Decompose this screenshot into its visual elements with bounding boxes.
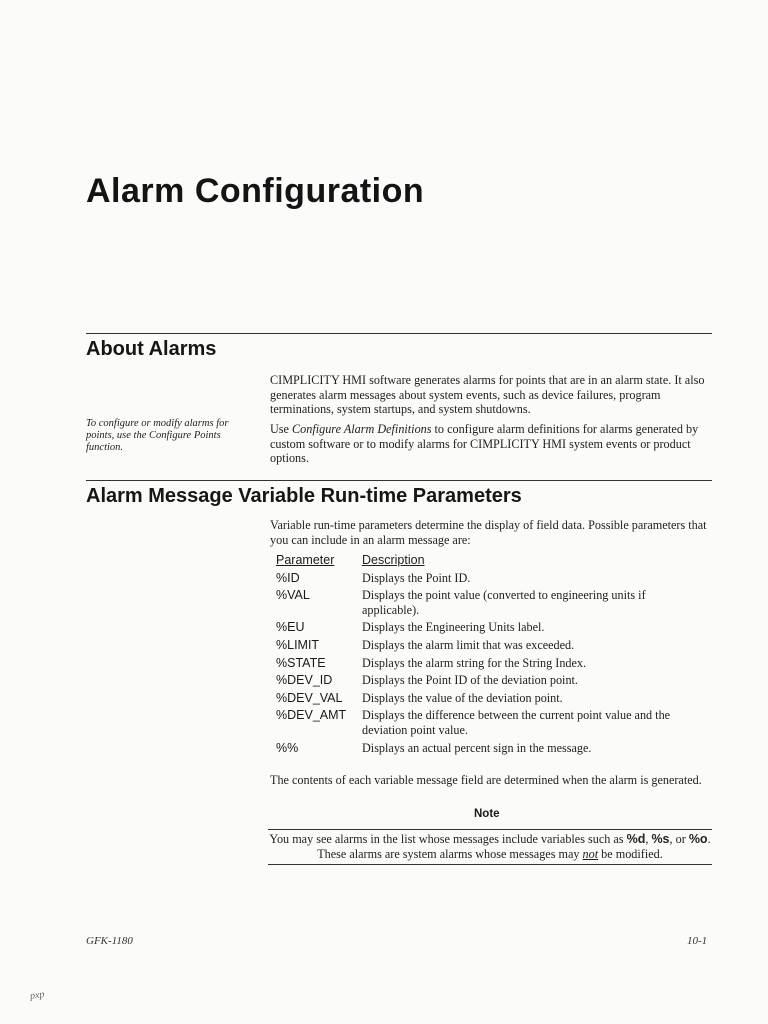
parameter-column-header: Parameter (276, 553, 335, 567)
parameter-description: Displays the alarm string for the String Index. (362, 655, 587, 670)
parameter-description: Displays the point value (converted to engineering units if applicable). (362, 588, 646, 617)
parameter-rows (276, 571, 726, 756)
parameter-name: %DEV_AMT (276, 708, 347, 723)
chapter-title: Alarm Configuration (86, 172, 425, 210)
page-number: 10-1 (687, 935, 708, 947)
about-alarms-heading: About Alarms (86, 338, 217, 360)
parameter-name: %VAL (276, 588, 310, 603)
note-sep-1: , (645, 832, 652, 846)
about-paragraph-2 (270, 422, 712, 466)
parameter-description: Displays the Engineering Units label. (362, 620, 545, 635)
parameter-name: %STATE (276, 655, 326, 670)
parameter-description: Displays the alarm limit that was exceeded. (362, 637, 575, 652)
section-rule (86, 480, 712, 481)
var-d: %d (626, 832, 646, 846)
parameter-description: Displays the difference between the current point value and the deviation point value. (362, 708, 671, 737)
note-emphasis: not (582, 847, 599, 861)
variables-heading: Alarm Message Variable Run-time Parameters (86, 485, 522, 507)
table-header-row (276, 553, 726, 568)
parameter-name: %DEV_VAL (276, 690, 343, 705)
table-row (276, 571, 726, 586)
parameter-description: Displays an actual percent sign in the message. (362, 740, 592, 755)
about-paragraph-1: CIMPLICITY HMI software generates alarms for points that are in an alarm state. It also generates alarm messages about system events, such as device failures, program terminations, system startups, and system shutdowns. (270, 373, 705, 417)
note-sep-2: , or (669, 832, 689, 846)
table-row (276, 656, 726, 671)
table-row (276, 638, 726, 653)
note-rule-top (268, 829, 712, 830)
configure-alarm-definitions-ref: Configure Alarm Definitions (292, 422, 432, 436)
note-text-c: be modified. (598, 847, 663, 861)
parameter-name: %EU (276, 620, 305, 635)
handwritten-mark: pxp (29, 989, 46, 1002)
parameter-description: Displays the Point ID. (362, 570, 471, 585)
table-row (276, 741, 726, 756)
variables-intro: Variable run-time parameters determine the display of field data. Possible parameters that you can include in an alarm message are: (270, 518, 707, 547)
var-s: %s (651, 832, 670, 846)
parameter-name: %% (276, 740, 299, 755)
parameter-description: Displays the value of the deviation point. (362, 690, 563, 705)
note-text-a: You may see alarms in the list whose messages include variables such as (269, 832, 627, 846)
section-rule (86, 333, 712, 334)
para2-after: to configure alarm definitions for alarms generated by custom software or to modify alarms for CIMPLICITY HMI system events or product options. (270, 422, 699, 466)
table-row (276, 620, 726, 635)
para2-before: Use (270, 422, 293, 436)
parameter-name: %DEV_ID (276, 673, 333, 688)
note-text (268, 832, 712, 862)
document-code: GFK-1180 (86, 935, 133, 947)
note-text-b: . These alarms are system alarms whose messages may (317, 832, 711, 861)
note-heading: Note (474, 808, 500, 820)
parameter-description: Displays the Point ID of the deviation point. (362, 673, 578, 688)
description-column-header: Description (362, 553, 425, 567)
parameter-name: %LIMIT (276, 637, 320, 652)
parameter-name: %ID (276, 570, 300, 585)
table-row (276, 691, 726, 706)
table-row (276, 673, 726, 688)
table-row (276, 708, 726, 737)
parameter-table (276, 553, 726, 758)
side-note: To configure or modify alarms for points, use the Configure Points function. (86, 418, 229, 453)
note-rule-bottom (268, 864, 712, 865)
table-row (276, 588, 726, 617)
variables-closing: The contents of each variable message field are determined when the alarm is generated. (270, 773, 702, 787)
var-o: %o (688, 832, 708, 846)
